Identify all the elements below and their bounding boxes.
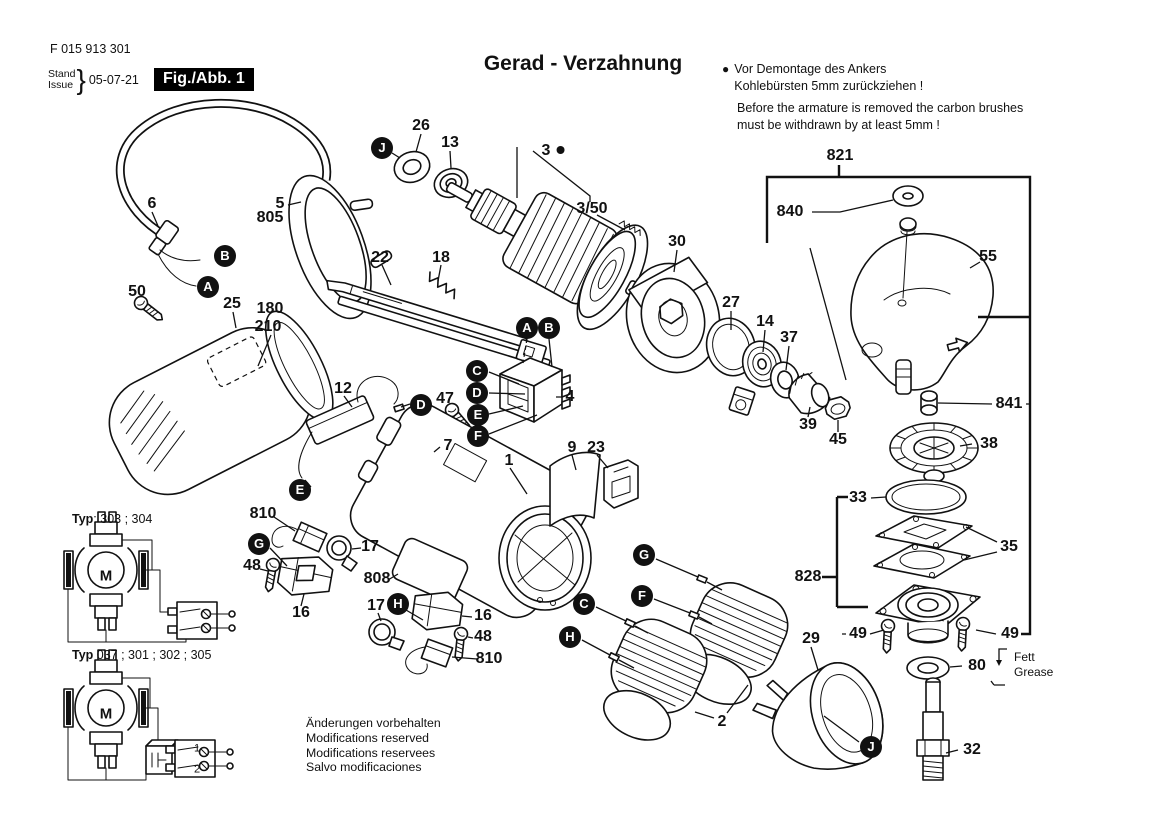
part-label-350: 3/50 xyxy=(576,200,608,217)
rear-housing-cap xyxy=(94,302,346,510)
part-label-840: 840 xyxy=(776,203,804,220)
key-block xyxy=(729,386,755,415)
screw-48-upper xyxy=(262,557,281,592)
part-label-25: 25 xyxy=(223,295,241,312)
lever-assembly xyxy=(325,272,551,368)
gasket-upper xyxy=(876,516,972,548)
footer-line: Modifications reserved xyxy=(306,730,430,745)
wiring-diagram-2 xyxy=(64,650,233,780)
issue-date: 05-07-21 xyxy=(88,73,139,87)
notice-en-line2: must be withdrawn by at least 5mm ! xyxy=(737,118,940,132)
brush-assembly-upper xyxy=(272,522,357,601)
part-label-49: 49 xyxy=(1001,625,1019,642)
part-label-47: 47 xyxy=(436,390,454,407)
part-label-48: 48 xyxy=(474,628,492,645)
connection-letter-D: D xyxy=(410,394,432,416)
connection-letter-C: C xyxy=(466,360,488,382)
issue-stamp xyxy=(48,64,139,96)
felt-ring xyxy=(390,147,434,188)
part-label-22: 22 xyxy=(371,249,389,266)
part-label-3: 3 xyxy=(542,143,565,159)
carbon-brush-notice xyxy=(722,61,1082,134)
o-ring-33 xyxy=(886,480,966,514)
bearing-sleeve-841 xyxy=(921,391,937,415)
part-label-29: 29 xyxy=(802,630,820,647)
part-label-80: 80 xyxy=(968,657,986,674)
switch-button-23 xyxy=(604,460,638,508)
issue-label: Issue xyxy=(48,79,74,91)
screw-48-lower xyxy=(452,627,468,662)
part-label-808: 808 xyxy=(363,570,391,587)
gasket-lower xyxy=(874,544,970,578)
part-label-7: 7 xyxy=(443,437,453,454)
connection-letter-H: H xyxy=(559,626,581,648)
part-label-16: 16 xyxy=(292,604,310,621)
connection-letter-D: D xyxy=(466,382,488,404)
part-label-16: 16 xyxy=(474,607,492,624)
connection-letter-H: H xyxy=(387,593,409,615)
part-label-6: 6 xyxy=(147,195,157,212)
connection-letter-B: B xyxy=(214,245,236,267)
part-label-810: 810 xyxy=(475,650,503,667)
wiring-label-2: 2 xyxy=(193,763,201,776)
part-label-55: 55 xyxy=(979,248,997,265)
connection-letter-C: C xyxy=(573,593,595,615)
bullet-icon: ● xyxy=(722,62,730,76)
part-label-841: 841 xyxy=(995,395,1023,412)
gear-head-housing xyxy=(810,186,993,394)
spindle-32 xyxy=(917,678,949,780)
connection-letter-J: J xyxy=(371,137,393,159)
part-label-30: 30 xyxy=(668,233,686,250)
screw-49-left xyxy=(880,619,895,653)
connection-letter-E: E xyxy=(467,404,489,426)
page-title: Gerad - Verzahnung xyxy=(483,52,683,75)
grease-symbol xyxy=(991,649,1007,685)
document-number: F 015 913 301 xyxy=(50,42,131,56)
part-label-4: 4 xyxy=(565,388,575,405)
part-label-35: 35 xyxy=(1000,538,1018,555)
wiring-label-M: M xyxy=(99,567,113,585)
part-label-5: 5 xyxy=(275,195,285,212)
connection-letter-A: A xyxy=(516,317,538,339)
part-label-17: 17 xyxy=(361,538,379,555)
screw-49-right xyxy=(955,617,970,651)
grease-note: Fett Grease xyxy=(1014,650,1054,679)
switch-block xyxy=(500,358,570,422)
part-label-821: 821 xyxy=(826,147,854,164)
part-label-23: 23 xyxy=(587,439,605,456)
part-label-9: 9 xyxy=(567,439,577,456)
part-label-810: 810 xyxy=(249,505,277,522)
part-label-45: 45 xyxy=(829,431,847,448)
part-label-210: 210 xyxy=(254,318,282,335)
connection-letter-F: F xyxy=(467,425,489,447)
wiring-label-1: 1 xyxy=(193,742,201,755)
part-label-12: 12 xyxy=(334,380,352,397)
part-label-13: 13 xyxy=(441,134,459,151)
washer-80 xyxy=(907,657,949,679)
part-label-26: 26 xyxy=(412,117,430,134)
part-label-1: 1 xyxy=(504,452,514,469)
connection-letter-A: A xyxy=(197,276,219,298)
wiring-typ-1: Typ: 303 ; 304 xyxy=(72,512,153,526)
part-label-180: 180 xyxy=(256,300,284,317)
part-label-14: 14 xyxy=(756,313,774,330)
notice-de-line2: Kohlebürsten 5mm zurückziehen ! xyxy=(734,79,924,93)
connection-letter-E: E xyxy=(289,479,311,501)
modifications-note xyxy=(306,716,441,775)
stand-label: Stand xyxy=(48,68,76,80)
crown-gear xyxy=(890,423,978,482)
connection-letter-G: G xyxy=(633,544,655,566)
footer-line: Modifications reservees xyxy=(306,745,436,760)
protective-cover xyxy=(746,651,895,790)
label-sticker-9 xyxy=(550,453,600,526)
notice-en-line1: Before the armature is removed the carbon brushes xyxy=(737,101,1024,115)
spring-18 xyxy=(425,272,458,299)
part-label-38: 38 xyxy=(980,435,998,452)
wiring-typ-2: Typ 037 ; 301 ; 302 ; 305 xyxy=(72,648,212,662)
part-label-49: 49 xyxy=(849,625,867,642)
part-label-27: 27 xyxy=(722,294,740,311)
part-label-32: 32 xyxy=(963,741,981,758)
part-label-37: 37 xyxy=(780,329,798,346)
part-label-18: 18 xyxy=(432,249,450,266)
wiring-label-M: M xyxy=(99,705,113,723)
part-label-50: 50 xyxy=(128,283,146,300)
part-label-805: 805 xyxy=(256,209,284,226)
part-label-48: 48 xyxy=(243,557,261,574)
figure-label: Fig./Abb. 1 xyxy=(154,68,254,91)
part-label-39: 39 xyxy=(799,416,817,433)
footer-line: Salvo modificaciones xyxy=(306,760,422,775)
part-label-828: 828 xyxy=(794,568,822,585)
wiring-diagram-1 xyxy=(64,512,235,642)
part-label-33: 33 xyxy=(849,489,867,506)
connection-letter-B: B xyxy=(538,317,560,339)
notice-de-line1: Vor Demontage des Ankers xyxy=(734,62,887,76)
part-label-2: 2 xyxy=(717,713,727,730)
footer-line: Änderungen vorbehalten xyxy=(306,716,441,730)
part-label-17: 17 xyxy=(367,597,385,614)
connection-letter-F: F xyxy=(631,585,653,607)
connection-letter-G: G xyxy=(248,533,270,555)
brace-glyph: } xyxy=(76,64,86,95)
connection-letter-J: J xyxy=(860,736,882,758)
